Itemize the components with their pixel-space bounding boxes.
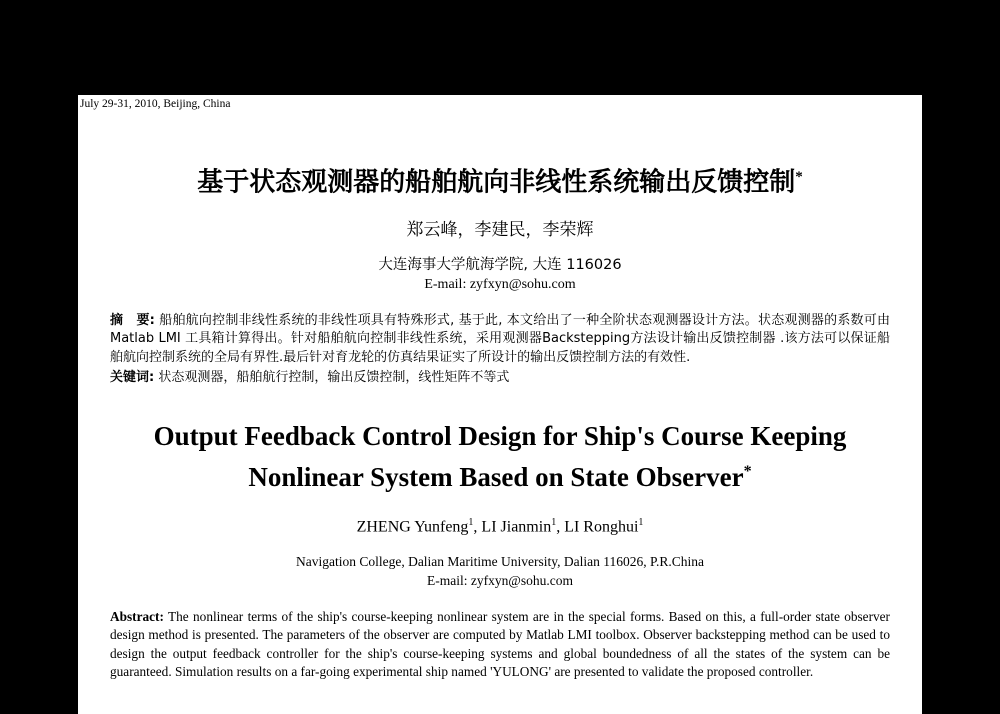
english-title [106,418,894,495]
english-email: E-mail: zyfxyn@sohu.com [427,572,573,588]
chinese-email: E-mail: zyfxyn@sohu.com [424,276,576,292]
chinese-keywords-label: 关键词: [110,370,155,386]
chinese-abstract-label: 摘 要: [110,312,155,328]
chinese-authors: 郑云峰，李建民，李荣辉 [406,219,594,240]
paper-page [78,95,922,714]
english-author-2: LI Jianmin [481,517,552,535]
english-author-3: LI Ronghui [564,517,639,535]
running-head: July 29-31, 2010, Beijing, China [80,98,231,110]
english-affiliation: Navigation College, Dalian Maritime University, Dalian 116026, P.R.China [295,553,705,569]
chinese-keywords [110,369,890,388]
chinese-abstract [110,312,890,368]
chinese-affiliation: 大连海事大学航海学院, 大连 116026 [378,256,622,273]
chinese-title-text: 基于状态观测器的船舶航向非线性系统输出反馈控制 [197,167,796,198]
english-authors: ZHENG Yunfeng$^1$, LI Jianmin$^1$, LI Ronghui$^1$ [356,516,644,535]
english-abstract-label: Abstract: [110,608,164,624]
english-title-text: Output Feedback Control Design for Ship's Course Keeping Nonlinear System Based on State Observer [153,420,847,492]
chinese-abstract-text: 船舶航向控制非线性系统的非线性项具有特殊形式, 基于此, 本文给出了一种全阶状态观测器设计方法。状态观测器的系数可由Matlab LMI 工具箱计算得出。针对船舶航向控制非线性系统，采用观测器Backstepping方法设计输出反馈控制器 .该方法可以保证船舶航向控制系统的全局有界性.最后针对育龙轮的仿真结果证实了所设计的输出反馈控制方法的有效性. [110,312,890,365]
chinese-title-footnote-mark: * [795,169,803,185]
english-author-1-affil-mark: 1 [468,516,474,528]
english-author-2-affil-mark: 1 [551,516,557,528]
chinese-title [78,161,922,199]
english-title-footnote-mark: * [743,462,752,480]
english-abstract [110,608,890,682]
chinese-keywords-text: 状态观测器，船舶航行控制，输出反馈控制，线性矩阵不等式 [154,370,510,386]
english-author-3-affil-mark: 1 [638,516,644,528]
english-abstract-text: The nonlinear terms of the ship's course-keeping nonlinear system are in the special forms. Based on this, a full-order state observer design method is presented. The parameters of the observer are computed by Matlab LMI toolbox. Observer backstepping method can be used to design the output feedback controller for the ship's course-keeping systems and global boundedness of all the states of the system can be guaranteed. Simulation results on a far-going experimental ship named 'YULONG' are presented to validate the proposed controller. [110,608,890,680]
english-author-1: ZHENG Yunfeng [356,517,469,535]
